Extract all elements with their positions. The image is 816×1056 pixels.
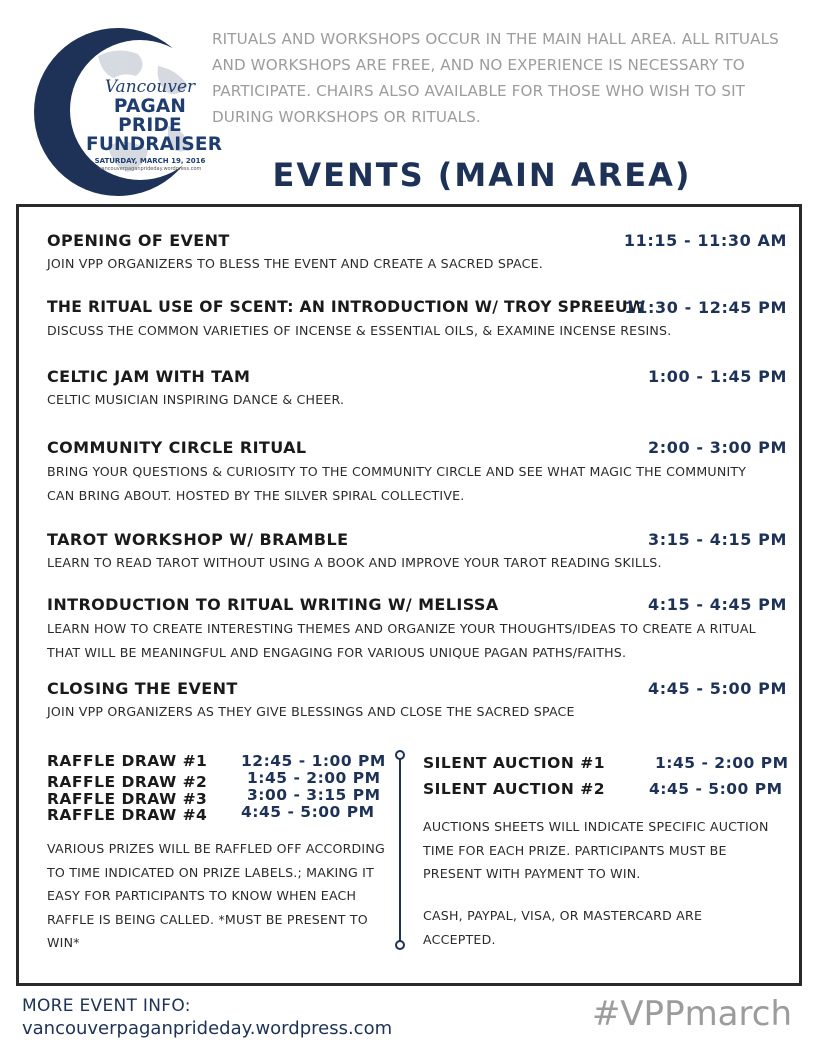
page-title: EVENTS (MAIN AREA) [272,156,692,194]
intro-text: RITUALS AND WORKSHOPS OCCUR IN THE MAIN HALL AREA. ALL RITUALS AND WORKSHOPS ARE FREE, AND NO EXPERIENCE IS NECESSARY TO PARTICIPATE. CHAIRS ALSO AVAILABLE FOR THOSE WHO WISH TO SIT DURING WORKSHOPS OR RITUALS. [212,30,779,126]
logo-line4: FUNDRAISER [86,134,223,155]
event-description: DISCUSS THE COMMON VARIETIES OF INCENSE & ESSENTIAL OILS, & EXAMINE INCENSE RESINS. [47,323,672,338]
event-description: BRING YOUR QUESTIONS & CURIOSITY TO THE COMMUNITY CIRCLE AND SEE WHAT MAGIC THE COMMUNITY CAN BRING ABOUT. HOSTED BY THE SILVER SPIRAL COLLECTIVE. [47,464,747,503]
auction-time: 4:45 - 5:00 PM [649,780,783,798]
logo-url: vancouverpaganprideday.wordpress.com [98,166,202,172]
event-item [47,595,787,665]
event-time: 3:15 - 4:15 PM [648,530,787,549]
auction-note: AUCTIONS SHEETS WILL INDICATE SPECIFIC AUCTION TIME FOR EACH PRIZE. PARTICIPANTS MUST BE PRESENT WITH PAYMENT TO WIN. [423,819,769,881]
event-time: 1:00 - 1:45 PM [648,367,787,386]
logo-line1: Vancouver [104,77,196,97]
event-title: COMMUNITY CIRCLE RITUAL [47,438,307,457]
event-time: 11:15 - 11:30 AM [623,231,787,250]
raffle-label: RAFFLE DRAW #4 [47,806,208,824]
divider-top-dot [395,750,405,760]
event-time: 2:00 - 3:00 PM [648,438,787,457]
event-description: JOIN VPP ORGANIZERS TO BLESS THE EVENT AND CREATE A SACRED SPACE. [47,256,543,271]
column-divider [399,757,401,947]
event-title: CELTIC JAM WITH TAM [47,367,251,386]
logo-text [86,77,223,173]
event-title: INTRODUCTION TO RITUAL WRITING W/ MELISSA [47,595,499,614]
event-description: LEARN TO READ TAROT WITHOUT USING A BOOK AND IMPROVE YOUR TAROT READING SKILLS. [47,555,662,570]
raffle-label: RAFFLE DRAW #3 [47,790,208,808]
event-item [47,438,787,508]
raffle-label: RAFFLE DRAW #2 [47,773,208,791]
event-time: 4:15 - 4:45 PM [648,595,787,614]
raffle-label: RAFFLE DRAW #1 [47,752,208,770]
event-item [47,367,787,411]
footer-label: MORE EVENT INFO: [22,996,191,1016]
event-item [47,530,787,574]
raffle-note: VARIOUS PRIZES WILL BE RAFFLED OFF ACCORDING TO TIME INDICATED ON PRIZE LABELS.; MAKING IT EASY FOR PARTICIPANTS TO KNOW WHEN EACH RAFFLE IS BEING CALLED. *MUST BE PRESENT TO WIN* [47,841,385,950]
event-time: 11:30 - 12:45 PM [624,298,787,317]
auction-label: SILENT AUCTION #2 [423,780,605,798]
event-title: THE RITUAL USE OF SCENT: AN INTRODUCTION W/ TROY SPREEUW [47,298,646,316]
events-box [16,204,802,986]
event-time: 4:45 - 5:00 PM [648,679,787,698]
divider-bottom-dot [395,940,405,950]
auction-label: SILENT AUCTION #1 [423,754,605,772]
logo-line2: PAGAN [113,96,187,117]
event-description: JOIN VPP ORGANIZERS AS THEY GIVE BLESSINGS AND CLOSE THE SACRED SPACE [47,704,575,719]
event-item [47,231,787,275]
logo-date: SATURDAY, MARCH 19, 2016 [94,157,206,165]
auction-time: 1:45 - 2:00 PM [655,754,789,772]
footer-url[interactable]: vancouverpaganprideday.wordpress.com [22,1018,393,1039]
logo-line3: PRIDE [118,115,182,136]
raffle-time: 3:00 - 3:15 PM [247,786,381,804]
logo [28,26,223,198]
raffle-time: 4:45 - 5:00 PM [241,803,375,821]
event-title: TAROT WORKSHOP W/ BRAMBLE [47,530,349,549]
event-item [47,679,787,723]
hashtag: #VPPmarch [591,994,792,1034]
raffle-time: 12:45 - 1:00 PM [241,752,386,770]
event-title: OPENING OF EVENT [47,231,230,250]
event-item [47,298,787,342]
event-title: CLOSING THE EVENT [47,679,238,698]
raffle-time: 1:45 - 2:00 PM [247,769,381,787]
event-description: CELTIC MUSICIAN INSPIRING DANCE & CHEER. [47,392,345,407]
auction-payment-note: CASH, PAYPAL, VISA, OR MASTERCARD ARE ACCEPTED. [423,908,703,947]
event-description: LEARN HOW TO CREATE INTERESTING THEMES AND ORGANIZE YOUR THOUGHTS/IDEAS TO CREATE A RITUAL THAT WILL BE MEANINGFUL AND ENGAGING FOR VARIOUS UNIQUE PAGAN PATHS/FAITHS. [47,621,756,660]
